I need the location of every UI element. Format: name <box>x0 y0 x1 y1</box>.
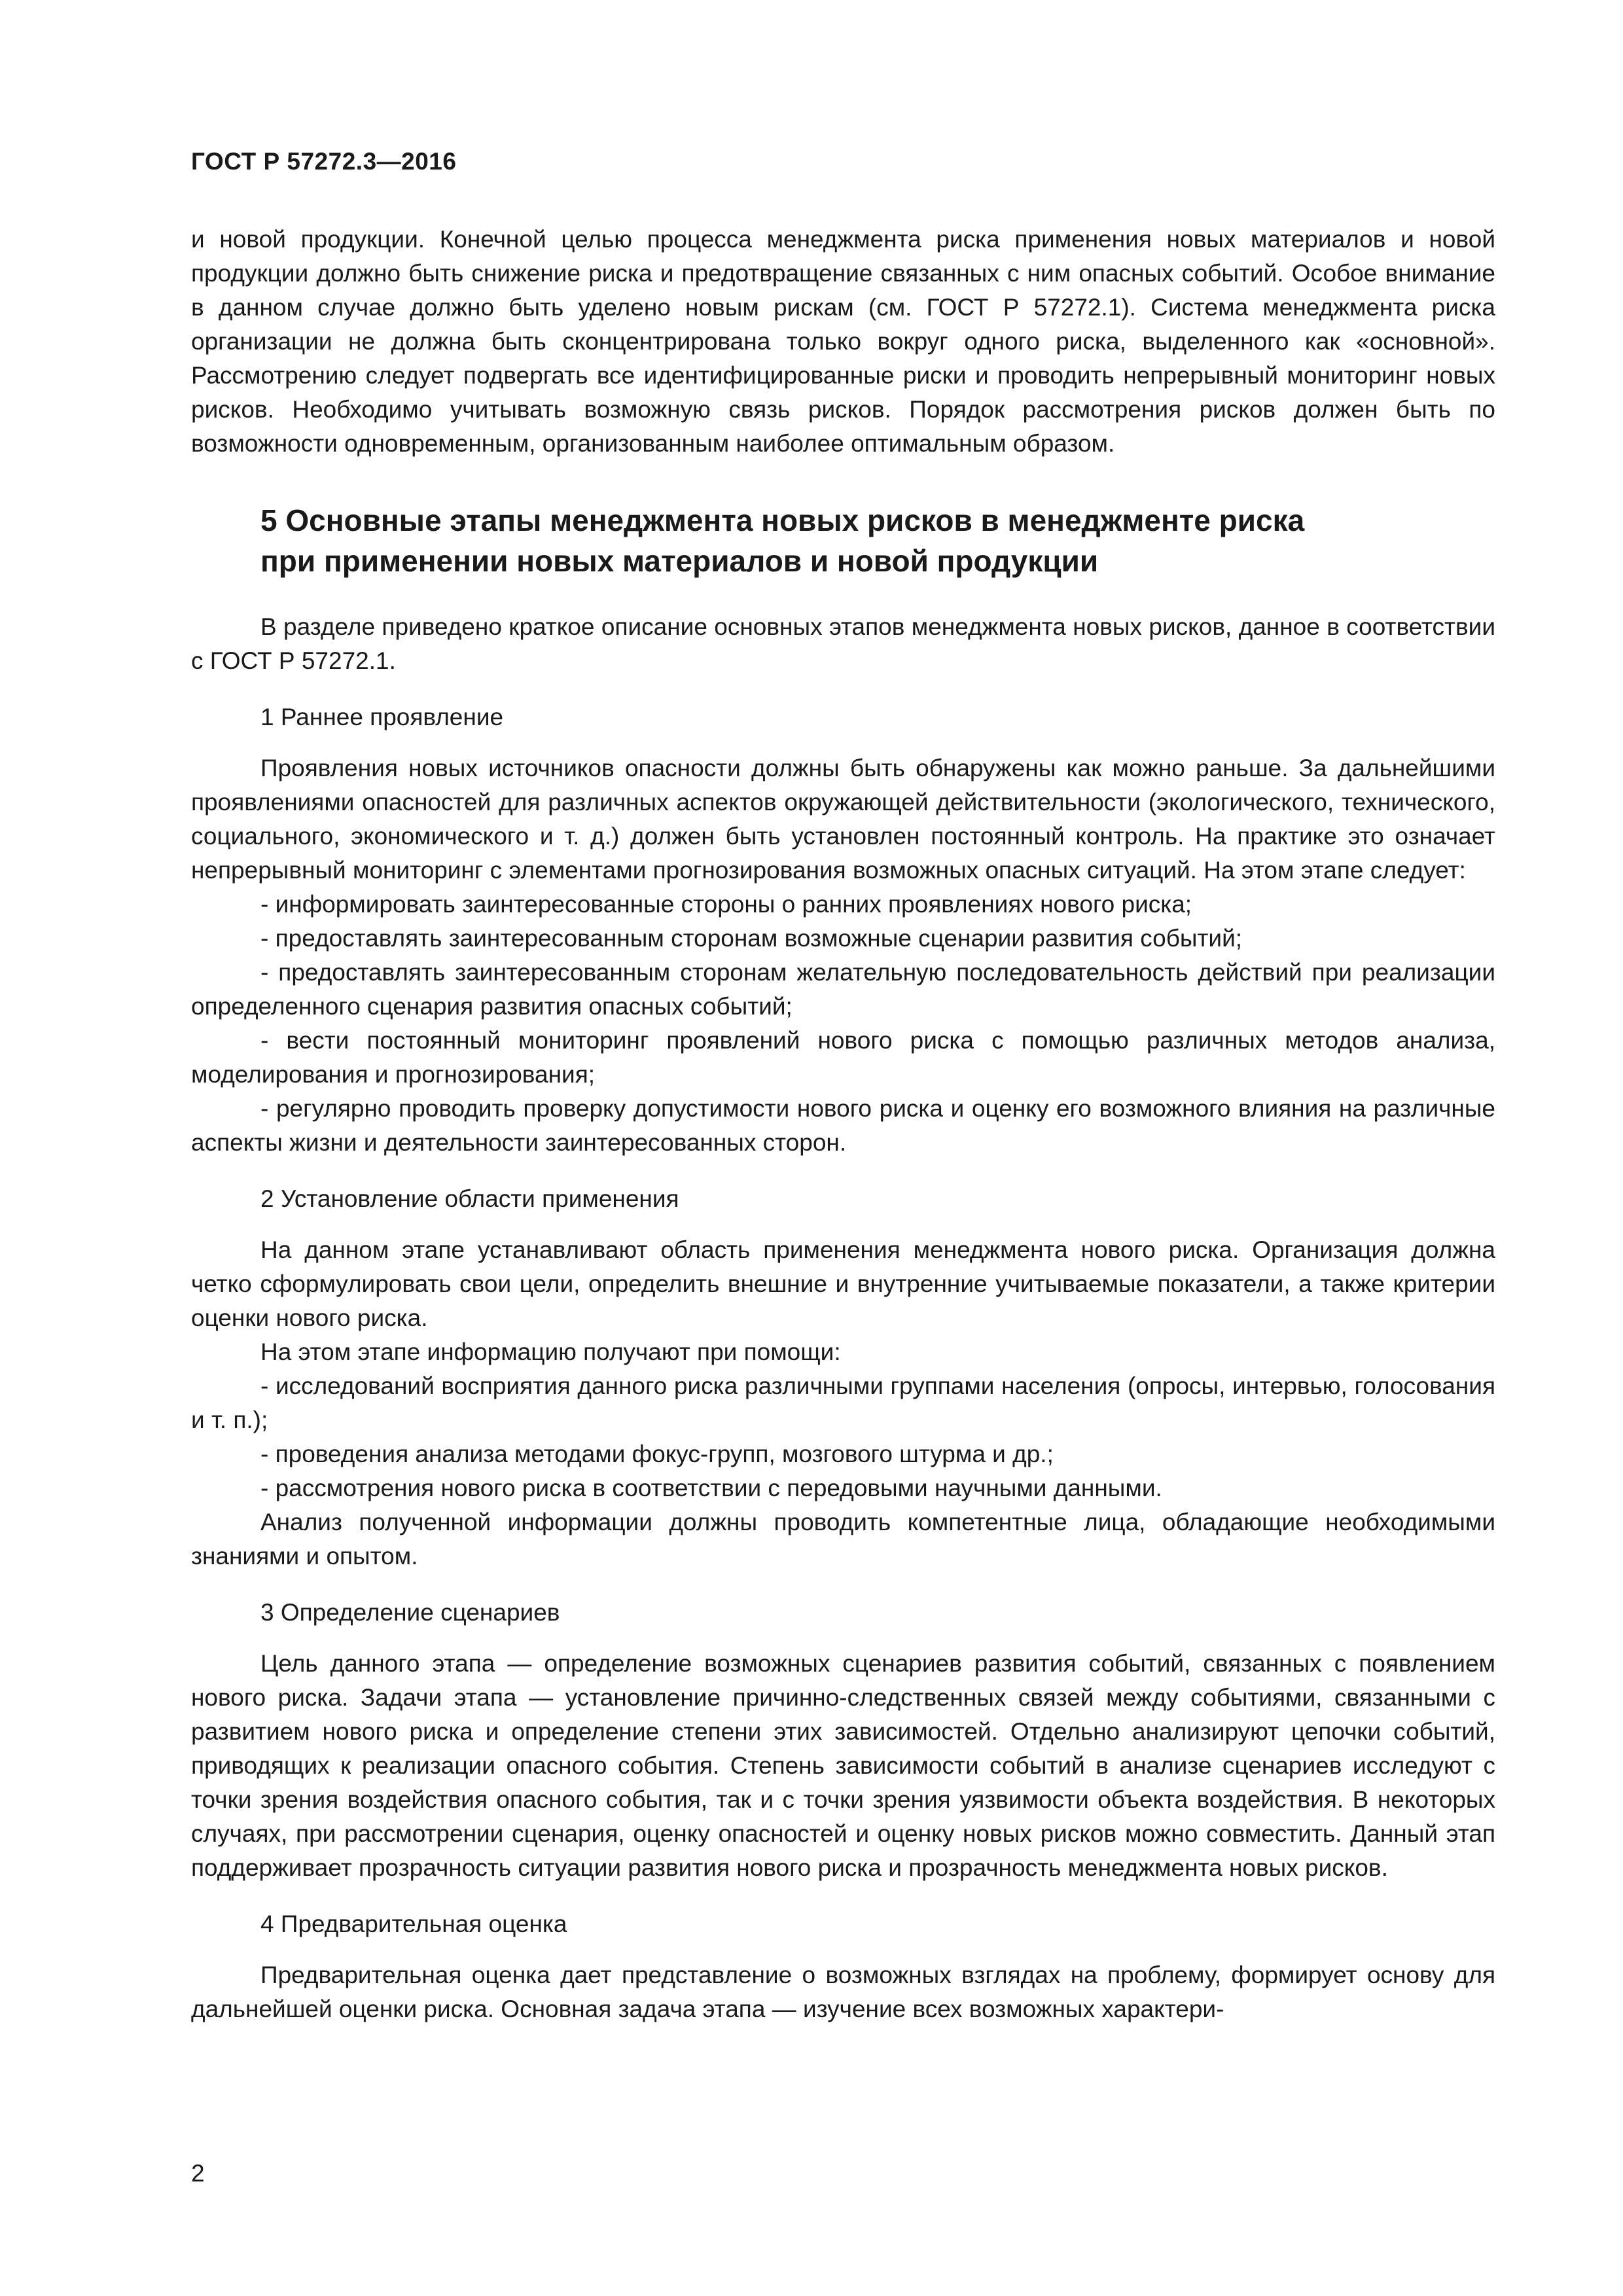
stage-2-heading: 2 Установление области применения <box>260 1185 679 1212</box>
stage-3-heading: 3 Определение сценариев <box>260 1599 560 1626</box>
stage-4-heading: 4 Предварительная оценка <box>260 1910 567 1937</box>
list-item: - регулярно проводить проверку допустимости нового риска и оценку его возможного влияния на различные аспекты жизни и деятельности заинтересованных сторон. <box>191 1095 1495 1156</box>
document-header: ГОСТ Р 57272.3—2016 <box>191 148 457 175</box>
section-title-line-2: при применении новых материалов и новой продукции <box>260 544 1099 578</box>
stage-2-closing: Анализ полученной информации должны проводить компетентные лица, обладающие необходимыми знаниями и опытом. <box>191 1509 1495 1570</box>
section-intro: В разделе приведено краткое описание основных этапов менеджмента новых рисков, данное в соответствии с ГОСТ Р 57272.1. <box>191 613 1495 674</box>
list-item: - исследований восприятия данного риска различными группами населения (опросы, интервью, голосования и т. п.); <box>191 1372 1495 1433</box>
list-item: - информировать заинтересованные стороны о ранних проявлениях нового риска; <box>260 891 1192 918</box>
list-item: - предоставлять заинтересованным сторонам возможные сценарии развития событий; <box>260 925 1243 952</box>
document-body <box>191 223 1495 2026</box>
section-title <box>260 500 1495 581</box>
list-item: - предоставлять заинтересованным сторонам желательную последовательность действий при реализации определенного сценария развития опасных событий; <box>191 959 1495 1020</box>
section-title-line-1: 5 Основные этапы менеджмента новых рисков в менеджменте риска <box>260 503 1305 537</box>
stage-3-paragraph: Цель данного этапа — определение возможных сценариев развития событий, связанных с появлением нового риска. Задачи этапа — установление причинно-следственных связей между событиями, связанными с развитием нового риска и определение степени этих зависимостей. Отдельно анализируют цепочки событий, приводящих к реализации опасного события. Степень зависимости событий в анализе сценариев исследуют с точки зрения воздействия опасного события, так и с точки зрения уязвимости объекта воздействия. В некоторых случаях, при рассмотрении сценария, оценку опасностей и оценку новых рисков можно совместить. Данный этап поддерживает прозрачность ситуации развития нового риска и прозрачность менеджмента новых рисков. <box>191 1650 1495 1881</box>
stage-2-lead: На этом этапе информацию получают при помощи: <box>260 1338 841 1365</box>
list-item: - вести постоянный мониторинг проявлений нового риска с помощью различных методов анализа, моделирования и прогнозирования; <box>191 1027 1495 1088</box>
stage-2-paragraph: На данном этапе устанавливают область применения менеджмента нового риска. Организация должна четко сформулировать свои цели, определить внешние и внутренние учитываемые показатели, а также критерии оценки нового риска. <box>191 1236 1495 1331</box>
intro-paragraph: и новой продукции. Конечной целью процесса менеджмента риска применения новых материалов и новой продукции должно быть снижение риска и предотвращение связанных с ним опасных событий. Особое внимание в данном случае должно быть уделено новым рискам (см. ГОСТ Р 57272.1). Система менеджмента риска организации не должна быть сконцентрирована только вокруг одного риска, выделенного как «основной». Рассмотрению следует подвергать все идентифицированные риски и проводить непрерывный мониторинг новых рисков. Необходимо учитывать возможную связь рисков. Порядок рассмотрения рисков должен быть по возможности одновременным, организованным наиболее оптимальным образом. <box>191 226 1495 457</box>
list-item: - проведения анализа методами фокус-групп, мозгового штурма и др.; <box>260 1441 1054 1467</box>
page-number: 2 <box>191 2160 205 2187</box>
stage-4-paragraph: Предварительная оценка дает представление о возможных взглядах на проблему, формирует основу для дальнейшей оценки риска. Основная задача этапа — изучение всех возможных характери- <box>191 1962 1495 2022</box>
stage-1-paragraph: Проявления новых источников опасности должны быть обнаружены как можно раньше. За дальнейшими проявлениями опасностей для различных аспектов окружающей действительности (экологического, технического, социального, экономического и т. д.) должен быть установлен постоянный контроль. На практике это означает непрерывный мониторинг с элементами прогнозирования возможных опасных ситуаций. На этом этапе следует: <box>191 755 1495 884</box>
list-item: - рассмотрения нового риска в соответствии с передовыми научными данными. <box>260 1475 1162 1501</box>
stage-1-heading: 1 Раннее проявление <box>260 704 504 730</box>
